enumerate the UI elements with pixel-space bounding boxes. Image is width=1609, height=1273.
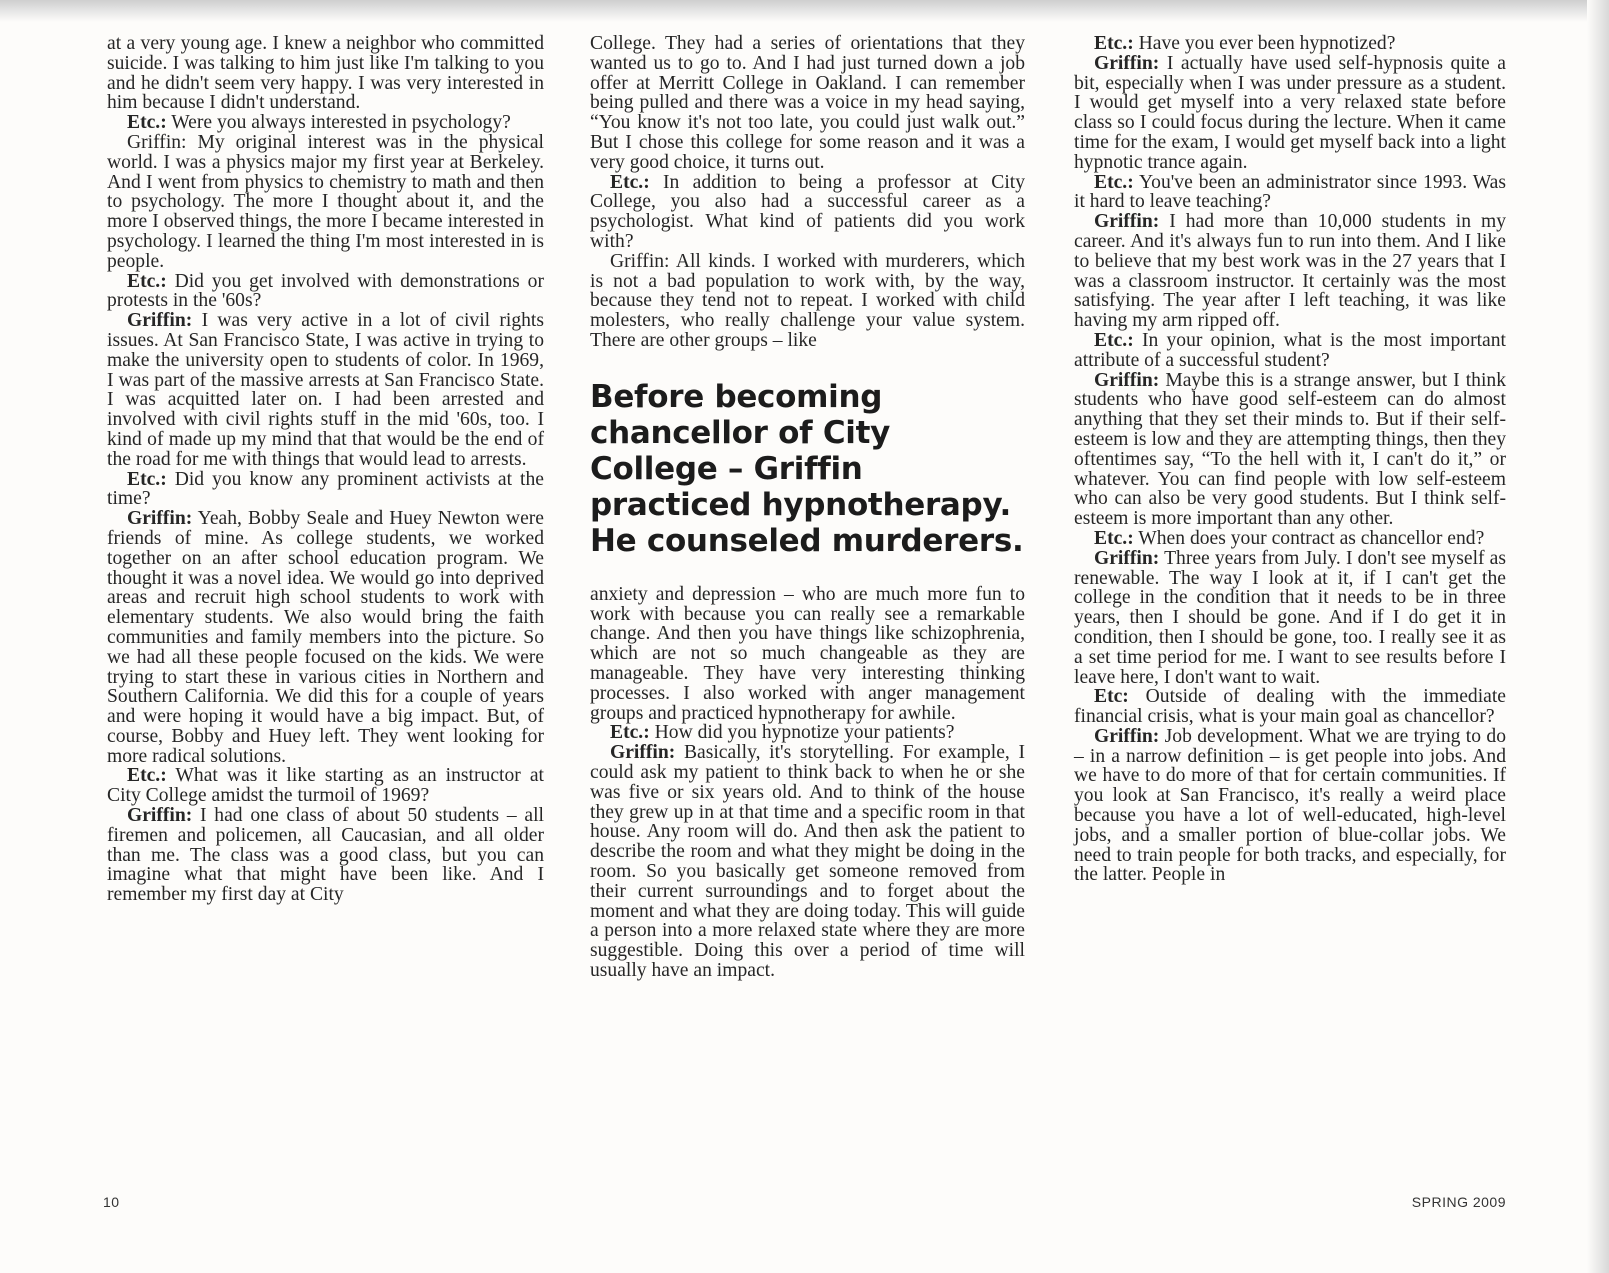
speaker-label: Griffin: [1094, 211, 1160, 233]
article-paragraph [107, 34, 544, 113]
paragraph-text: Outside of dealing with the immediate financial crisis, what is your main goal as chancellor? [1074, 686, 1506, 728]
scan-shadow-top [0, 0, 1609, 22]
paragraph-text: Basically, it's storytelling. For example, I could ask my patient to think back to when he or she was five or six years old. And to think of the house they grew up in at that time and a specific room in that house. Any room will do. And then ask the patient to describe the room and what they might be doing in the room. So you basically get someone removed from their current surroundings and to forget about the moment and what they are doing today. This will guide a person into a more relaxed state where they are more suggestible. Doing this over a period of time will usually have an impact. [590, 742, 1025, 981]
article-column-3 [1074, 34, 1506, 885]
speaker-label: Etc.: [127, 270, 167, 292]
article-paragraph [590, 585, 1025, 724]
paragraph-text: I was very active in a lot of civil rights issues. At San Francisco State, I was active in trying to make the university open to students of color. In 1969, I was part of the massive arrests at San Francisco State. I was acquitted later on. I had been arrested and involved with civil rights stuff in the mid '60s, too. I kind of made up my mind that that would be the end of the road for me with things that would lead to arrests. [107, 310, 544, 470]
paragraph-text: Were you always interested in psychology? [166, 112, 511, 134]
speaker-label: Griffin: [1094, 725, 1160, 747]
speaker-label: Etc.: [127, 765, 167, 787]
speaker-label: Etc.: [610, 171, 650, 193]
paragraph-text: Griffin: My original interest was in the physical world. I was a physics major my first year at Berkeley. And I went from physics to chemistry to math and then to psychology. The more I thought about it, and the more I observed things, the more I became interested in psychology. I learned the thing I'm most interested in is people. [107, 131, 544, 272]
article-paragraph [1074, 54, 1506, 173]
article-paragraph [590, 173, 1025, 252]
paragraph-text: What was it like starting as an instructor at City College amidst the turmoil of 1969? [107, 765, 544, 807]
speaker-label: Etc.: [1094, 171, 1134, 193]
article-paragraph [1074, 687, 1506, 727]
article-paragraph [1074, 212, 1506, 331]
article-paragraph [107, 509, 544, 766]
article-paragraph [107, 133, 544, 272]
speaker-label: Griffin: [1094, 52, 1160, 74]
speaker-label: Etc.: [1094, 527, 1134, 549]
article-paragraph [590, 723, 1025, 743]
paragraph-text: I actually have used self-hypnosis quite a bit, especially when I was under pressure as a student. I would get myself into a very relaxed state before class so I could focus during the lecture. When it came time for the exam, I would get myself back into a light hypnotic trance again. [1074, 52, 1506, 173]
article-paragraph [107, 470, 544, 510]
article-paragraph [1074, 529, 1506, 549]
paragraph-text: You've been an administrator since 1993. Was it hard to leave teaching? [1074, 171, 1506, 213]
speaker-label: Griffin: [127, 805, 193, 827]
pull-quote: Before becoming chancellor of City College – Griffin practiced hypnotherapy. He counseled murderers. [590, 378, 1024, 559]
paragraph-text: I had more than 10,000 students in my career. And it's always fun to run into them. And I like to believe that my best work was in the 27 years that I was a classroom instructor. It certainly was the most satisfying. The year after I left teaching, it was like having my arm ripped off. [1074, 211, 1506, 332]
scan-shadow-right [1587, 0, 1609, 1273]
paragraph-text: Did you know any prominent activists at the time? [107, 468, 544, 510]
speaker-label: Etc.: [127, 468, 167, 490]
article-paragraph [590, 34, 1025, 173]
paragraph-text: College. They had a series of orientations that they wanted us to go to. And I had just turned down a job offer at Merritt College in Oakland. I can remember being pulled and there was a voice in my head saying, “You know it's not too late, you could just walk out.” But I chose this college for some reason and it was a very good choice, it turns out. [590, 33, 1025, 173]
speaker-label: Etc.: [610, 722, 650, 744]
paragraph-text: Three years from July. I don't see myself as renewable. The way I look at it, if I can't get the college in the condition that it needs to be in three years, then I should be gone. And if I do get it in condition, then I should be gone, too. I really see it as a set time period for me. I want to see results before I leave here, I don't want to wait. [1074, 547, 1506, 688]
paragraph-text: In addition to being a professor at City College, you also had a successful career as a psychologist. What kind of patients did you work with? [590, 171, 1025, 252]
article-paragraph [1074, 34, 1506, 54]
speaker-label: Etc.: [1094, 33, 1134, 54]
article-paragraph [107, 766, 544, 806]
speaker-label: Etc.: [1094, 329, 1134, 351]
article-paragraph [107, 113, 544, 133]
article-paragraph [1074, 371, 1506, 529]
page-number: 10 [103, 1194, 120, 1210]
paragraph-text: anxiety and depression – who are much more fun to work with because you can really see a remarkable change. And then you have things like schizophrenia, which are not so much changeable as they are manageable. They have very interesting thinking processes. I also worked with anger management groups and practiced hypnotherapy for awhile. [590, 583, 1025, 724]
article-paragraph [1074, 331, 1506, 371]
paragraph-text: Griffin: All kinds. I worked with murderers, which is not a bad population to work with, by the way, because they tend not to repeat. I worked with child molesters, who really challenge your value system. There are other groups – like [590, 250, 1025, 351]
article-paragraph [107, 272, 544, 312]
paragraph-text: at a very young age. I knew a neighbor who committed suicide. I was talking to him just like I'm talking to you and he didn't seem very happy. I was very interested in him because I didn't understand. [107, 33, 544, 114]
paragraph-text: Maybe this is a strange answer, but I think students who have good self-esteem can do almost anything that they set their minds to. But if their self-esteem is low and they are attempting things, then they oftentimes say, “To the hell with it, I can't do it,” or whatever. You can find people with low self-esteem who can also be very good students. But I think self-esteem is more important than any other. [1074, 369, 1506, 530]
paragraph-text: Did you get involved with demonstrations or protests in the '60s? [107, 270, 544, 312]
speaker-label: Griffin: [1094, 369, 1160, 391]
paragraph-text: Job development. What we are trying to do – in a narrow definition – is get people into jobs. And we have to do more of that for certain communities. If you look at San Francisco, it's really a weird place because you have a lot of well-educated, high-level jobs, and a smaller portion of blue-collar jobs. We need to train people for both tracks, and especially, for the latter. People in [1074, 725, 1506, 886]
speaker-label: Griffin: [127, 310, 193, 332]
speaker-label: Griffin: [1094, 547, 1160, 569]
article-paragraph [590, 252, 1025, 351]
speaker-label: Griffin: [127, 508, 193, 530]
paragraph-text: How did you hypnotize your patients? [649, 722, 955, 744]
speaker-label: Etc: [1094, 686, 1129, 708]
paragraph-text: When does your contract as chancellor end? [1133, 527, 1485, 549]
paragraph-text: I had one class of about 50 students – all firemen and policemen, all Caucasian, and all older than me. The class was a good class, but you can imagine what that might have been like. And I remember my first day at City [107, 805, 544, 906]
article-column-1 [107, 34, 544, 905]
speaker-label: Etc.: [127, 112, 167, 134]
article-paragraph [590, 743, 1025, 981]
article-column-2 [590, 34, 1025, 981]
article-paragraph [1074, 173, 1506, 213]
article-paragraph [107, 806, 544, 905]
article-paragraph [1074, 549, 1506, 688]
speaker-label: Griffin: [610, 742, 676, 764]
paragraph-text: Have you ever been hypnotized? [1133, 33, 1396, 54]
article-paragraph [1074, 727, 1506, 885]
paragraph-text: Yeah, Bobby Seale and Huey Newton were friends of mine. As college students, we worked together on an after school education program. We thought it was a novel idea. We would go into deprived areas and recruit high school students to work with elementary students. We also would bring the faith communities and family members into the picture. So we had all these people focused on the kids. We were trying to start these in various cities in Northern and Southern California. We did this for a couple of years and were hoping it would have a big impact. But, of course, Bobby and Huey left. They went looking for more radical solutions. [107, 508, 544, 767]
issue-label: SPRING 2009 [1411, 1194, 1506, 1210]
article-paragraph [107, 311, 544, 469]
paragraph-text: In your opinion, what is the most important attribute of a successful student? [1074, 329, 1506, 371]
